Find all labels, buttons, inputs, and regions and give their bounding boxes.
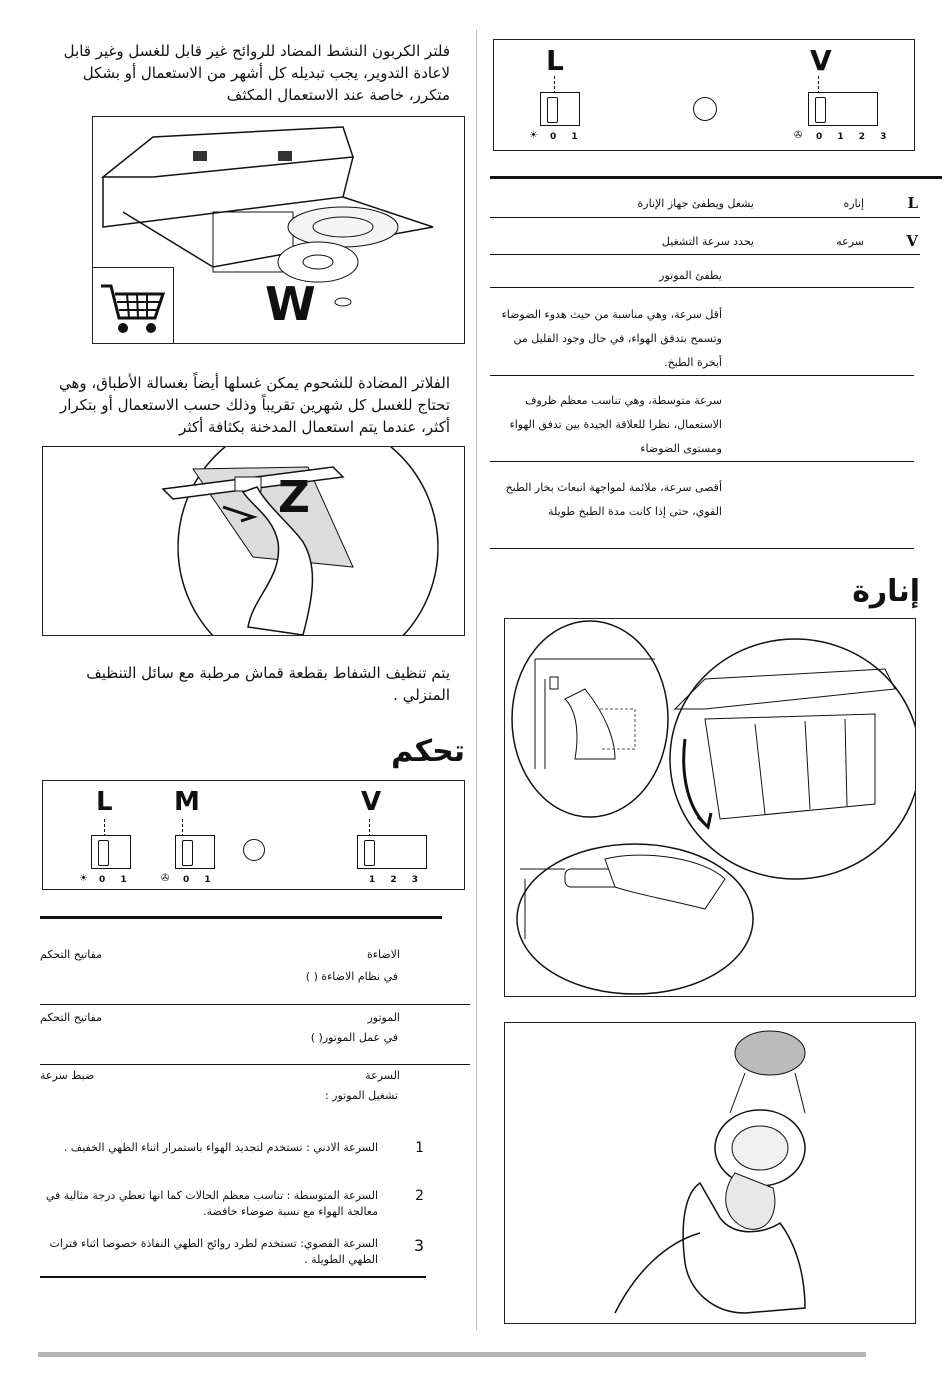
speed-low-text: أقل سرعة، وهي مناسبة من حيث هدوء الضوضاء وتسمح بتدفق الهواء، في حال وجود القليل من أبخرة الطبخ. [501, 308, 722, 369]
column-divider [476, 30, 477, 1330]
control-row-light [40, 947, 470, 1003]
carbon-filter-text: فلتر الكربون النشط المضاد للروائح غير قابل للغسل وغير قابل لاعادة التدوير، يجب تبديله كل أشهر من الاستعمال أو بشكل متكرر، خاصة عند الاستعمال المكثف [63, 42, 450, 104]
speed-number: 1 [415, 1140, 424, 1156]
label-l: L [96, 787, 113, 817]
figure-letter-z: Z [278, 472, 310, 523]
hand-pressing-illustration [43, 447, 464, 635]
divider [490, 176, 942, 179]
bulb-replacement-illustration [505, 1023, 915, 1323]
row-control: مفاتيح التحكم [40, 1011, 103, 1024]
indicator-light [243, 839, 265, 861]
row-name: الاضاءة [367, 948, 400, 961]
row-desc: في عمل الموتور( ) [310, 1031, 398, 1044]
speed-high-text: أقصى سرعة، ملائمة لمواجهة انبعاث بخار الطبخ القوي، حتى إذا كانت مدة الطبخ طويلة [505, 481, 722, 518]
table-row-v [490, 230, 920, 254]
light-switch[interactable] [540, 92, 580, 126]
motor-switch[interactable] [175, 835, 215, 869]
label-l: L [546, 44, 564, 77]
lamp-access-figure [504, 618, 916, 997]
row-desc: يحدد سرعة التشغيل [661, 235, 754, 248]
fan-icon: ✇ [794, 130, 803, 141]
control-row-motor [40, 1010, 470, 1066]
row-key: L [907, 194, 918, 212]
label-v: V [810, 44, 832, 77]
fan-icon: ✇ [161, 873, 170, 884]
grease-filter-figure [42, 446, 465, 636]
label-m: M [174, 787, 200, 817]
shopping-cart-icon [93, 267, 174, 343]
speed-mid-text: سرعة متوسطة، وهي تناسب معظم ظروف الاستعمال، نظرا للعلاقة الجيدة بين تدفق الهواء ومستوى الضوضاء [509, 394, 722, 455]
grease-filter-text: الفلاتر المضادة للشحوم يمكن غسلها أيضاً بغسالة الأطباق، وهي تحتاج للغسل كل شهرين تقريباً وذلك حسب الاستعمال أو بتكرار أكثر، عندما يتم استعمال المدخنة بكثافة أكثر [58, 374, 450, 436]
row-name: الموتور [367, 1011, 400, 1024]
figure-letter-w: W [265, 277, 316, 331]
control-row-speed [40, 1068, 470, 1124]
row-name: إناره [843, 197, 864, 210]
indicator-light [693, 97, 717, 121]
speed-text: السرعة القصوي: تستخدم لطرد روائح الطهي النفاذة خصوصا اثناء فترات الطهي الطويلة . [49, 1237, 378, 1266]
row-desc: يشعل ويطفئ جهاز الإنارة [637, 197, 754, 210]
speed-switch[interactable] [357, 835, 427, 869]
row-control: ضبط سرعة [40, 1069, 95, 1082]
sun-icon: ☀ [79, 873, 88, 884]
row-desc: تشغيل الموتور : [324, 1089, 398, 1102]
lighting-heading: إنارة [852, 574, 920, 609]
light-scale: 0 1 [550, 132, 584, 142]
speed-scale: 0 1 2 3 [816, 132, 893, 142]
speed-text: السرعة المتوسطة : تناسب معظم الحالات كما انها تعطي درجة مثالية في معالجة الهواء مع نسبة ضوضاء خافضة. [45, 1189, 378, 1218]
row-name: السرعة [365, 1069, 400, 1082]
lamp-access-illustration [505, 619, 915, 996]
motor-scale: 0 1 [183, 875, 217, 885]
control-panel-lv [493, 39, 915, 151]
row-name: سرعه [836, 235, 864, 248]
divider [40, 916, 442, 919]
row-key: V [906, 232, 918, 250]
speed-switch[interactable] [808, 92, 878, 126]
speed-scale: 1 2 3 [369, 875, 425, 885]
row-control: مفاتيح التحكم [40, 948, 103, 961]
sun-icon: ☀ [529, 130, 538, 141]
speed-number: 3 [413, 1236, 424, 1255]
cleaning-text: يتم تنظيف الشفاط بقطعة قماش مرطبة مع سائل التنظيف المنزلي . [86, 664, 450, 704]
label-v: V [361, 787, 382, 817]
footer-bar [38, 1352, 866, 1357]
row-desc: في نظام الاضاءة ( ) [305, 970, 398, 983]
bulb-replacement-figure [504, 1022, 916, 1324]
motor-off-text: يطفئ الموتور [659, 269, 722, 282]
light-scale: 0 1 [99, 875, 133, 885]
table-row-l [490, 192, 920, 216]
speed-number: 2 [415, 1188, 424, 1204]
controls-heading: تحكم [391, 734, 465, 769]
carbon-filter-figure [92, 116, 465, 344]
light-switch[interactable] [91, 835, 131, 869]
speed-text: السرعة الادني : تستخدم لتجديد الهواء باستمرار اثناء الطهي الخفيف . [63, 1141, 378, 1154]
control-panel-lmv [42, 780, 465, 890]
